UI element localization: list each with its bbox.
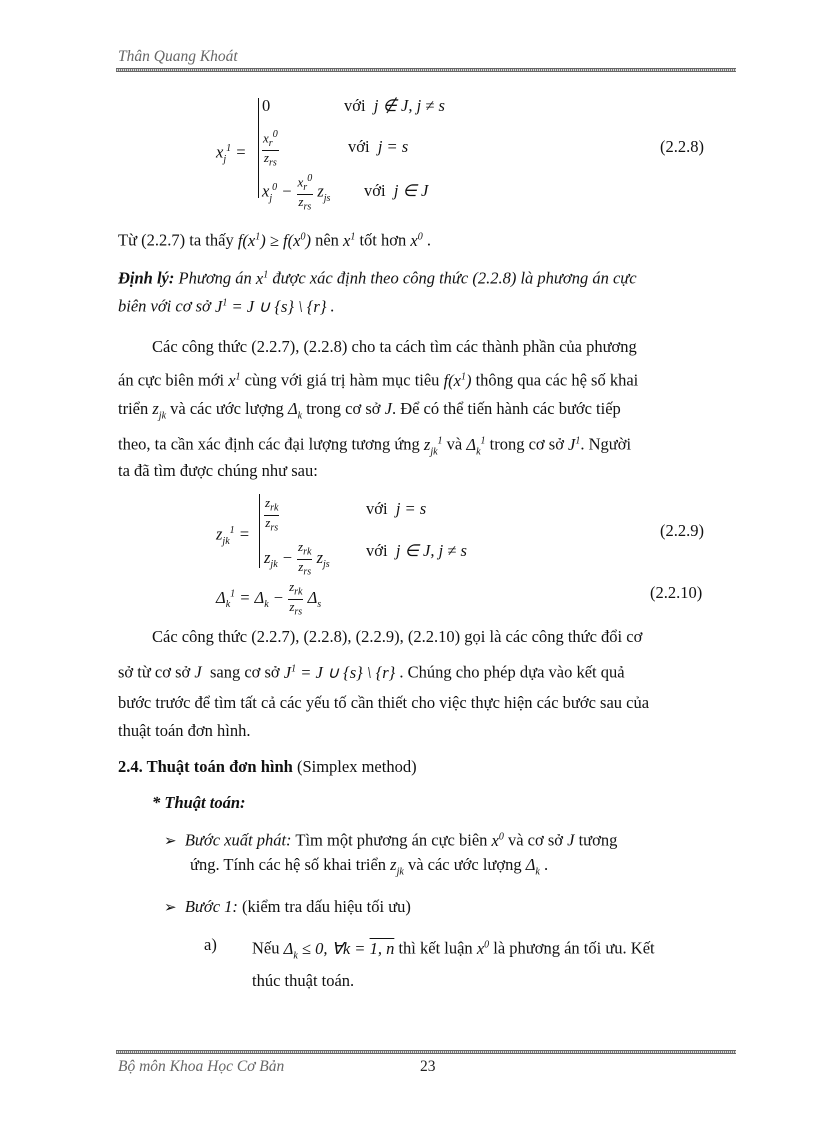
- eq229-case1: $\frac{z_{rk}}{z_{rs}}$: [265, 495, 279, 534]
- eq228-case1-cond: với j ∉ J, j ≠ s: [344, 96, 445, 115]
- eq229-number: (2.2.9): [660, 521, 704, 540]
- para3-l3: bước trước để tìm tất cả các yếu tố cần thiết cho việc thực hiện các bước sau của: [118, 693, 650, 712]
- para1: Từ (2.2.7) ta thấy $f(x^1) \ge f(x^0)$ nên $x^1$ tốt hơn $x^0$ .: [118, 230, 431, 250]
- algo-a-label: a): [204, 935, 217, 954]
- bullet-arrow-icon: ➢: [164, 833, 177, 850]
- eq228-case3-cond: với j ∈ J: [364, 181, 429, 200]
- page-number: 23: [420, 1058, 436, 1075]
- eq229-brace: [259, 494, 260, 568]
- theorem-line2: biên với cơ sở $J^1 = J$ ∪ {s} \ {r} .: [118, 296, 335, 316]
- eq229-lhs: $z_{jk}^1$ =: [216, 524, 250, 547]
- eq229-case1-cond: với j = s: [366, 499, 427, 518]
- eq2210-number: (2.2.10): [650, 583, 703, 602]
- eq228-number: (2.2.8): [660, 137, 704, 156]
- para2-l4: theo, ta cần xác định các đại lượng tương ứng $z_{jk}^1$ và $\Delta_k^1$ trong cơ sở $J^1$. Người: [118, 434, 632, 457]
- section-title: 2.4. Thuật toán đơn hình (Simplex method): [118, 757, 417, 776]
- algo-step0-l2: ứng. Tính các hệ số khai triển $z_{jk}$ và các ước lượng $\Delta_k$ .: [190, 855, 549, 878]
- algo-step0-l1: ➢ Bước xuất phát: Tìm một phương án cực biên $x^0$ và cơ sở J tương: [164, 830, 618, 850]
- algo-a-l2: thúc thuật toán.: [252, 971, 355, 990]
- para3-l2: sở từ cơ sở J sang cơ sở $J^1 = J$ ∪ {s} \ {r} . Chúng cho phép dựa vào kết quả: [118, 662, 625, 682]
- algo-heading: * Thuật toán:: [152, 793, 246, 812]
- theorem-line1: Định lý: Phương án $x^1$ được xác định theo công thức (2.2.8) là phương án cực: [118, 268, 637, 288]
- para2-l3: triển $z_{jk}$ và các ước lượng $\Delta_k$ trong cơ sở J. Để có thể tiến hành các bước tiếp: [118, 399, 621, 422]
- eq229-case2-cond: với j ∈ J, j ≠ s: [366, 541, 467, 560]
- eq228-case2: $\frac{x_r^0}{z_{rs}}$: [263, 129, 278, 169]
- eq229-case2: $z_{jk}$ − $\frac{z_{rk}}{z_{rs}}$ $z_{js}$: [264, 539, 330, 578]
- para3-l1: Các công thức (2.2.7), (2.2.8), (2.2.9), (2.2.10) gọi là các công thức đổi cơ: [152, 627, 643, 646]
- eq228-case2-cond: với j = s: [348, 137, 409, 156]
- footer-department: Bộ môn Khoa Học Cơ Bản: [118, 1058, 285, 1075]
- footer-rule: [116, 1050, 736, 1054]
- eq228-case3: $x_j^0$ − $\frac{x_r^0}{z_{rs}}$ $z_{js}$: [262, 173, 331, 213]
- algo-a-l1: Nếu $\Delta_k \le 0$, ∀k = 1, n thì kết luận $x^0$ là phương án tối ưu. Kết: [252, 938, 655, 961]
- para3-l4: thuật toán đơn hình.: [118, 721, 251, 740]
- algo-step1: ➢ Bước 1: (kiểm tra dấu hiệu tối ưu): [164, 897, 411, 916]
- header-author: Thân Quang Khoát: [118, 48, 238, 65]
- para2-l5: ta đã tìm được chúng như sau:: [118, 461, 318, 480]
- eq2210-body: $\Delta_k^1 = \Delta_k$ − $\frac{z_{rk}}{z_{rs}}$ $\Delta_s$: [216, 579, 322, 618]
- bullet-arrow-icon: ➢: [164, 900, 177, 916]
- eq228-lhs: $x_j^1$ =: [216, 142, 247, 165]
- header-rule: [116, 68, 736, 72]
- para2-l2: án cực biên mới $x^1$ cùng với giá trị hàm mục tiêu $f(x^1)$ thông qua các hệ số khai: [118, 370, 639, 390]
- para2-l1: Các công thức (2.2.7), (2.2.8) cho ta cách tìm các thành phần của phương: [152, 337, 637, 356]
- eq228-brace: [258, 98, 259, 198]
- eq228-case1: 0: [262, 96, 271, 115]
